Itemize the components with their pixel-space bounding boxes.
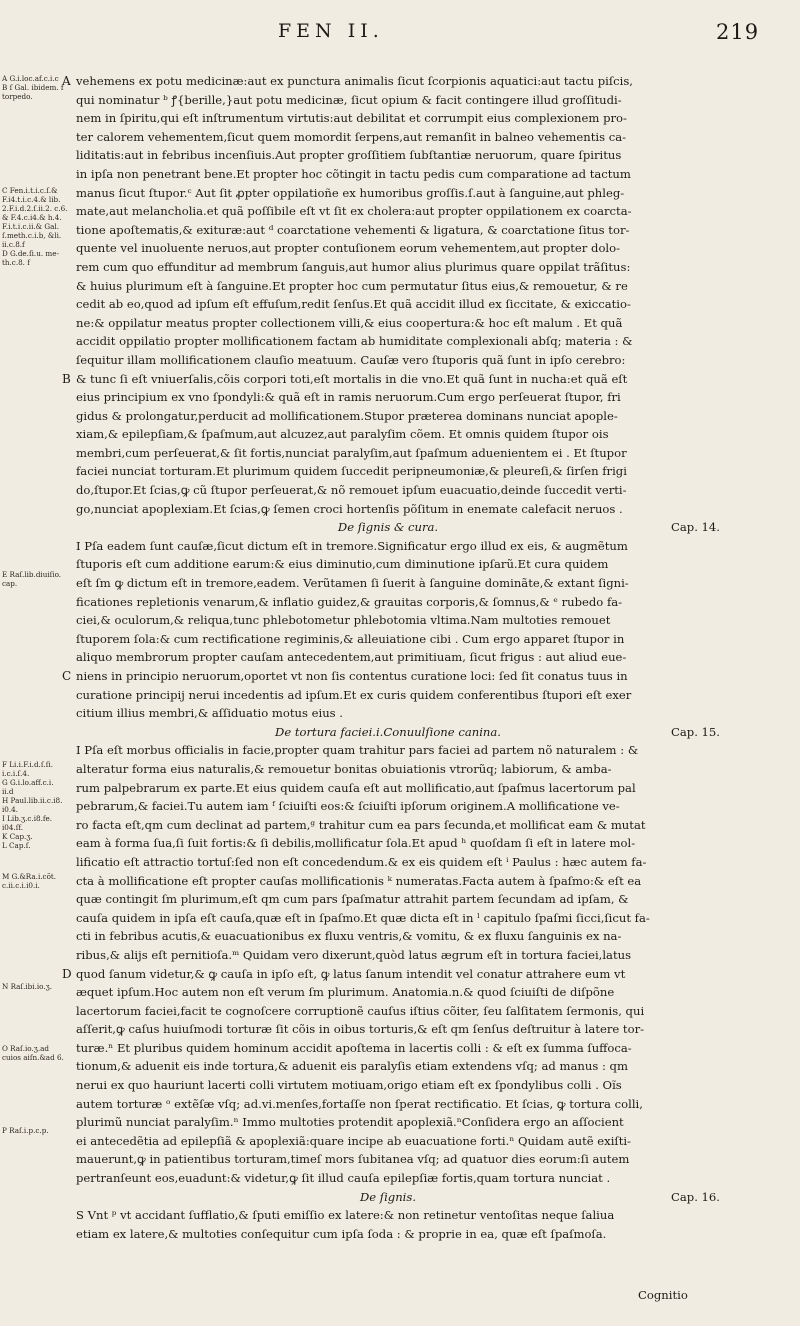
line-text: æquet ipſum.Hoc autem non eſt verum ſm plurimum. Anatomia.n.& quod ſciuiſti de diſpõne [76, 985, 615, 1000]
text-line [76, 797, 790, 816]
text-line [62, 667, 790, 686]
line-text: ciei,& oculorum,& reliqua,tunc phlebotometur phlebotomia vltima.Nam multoties remouet [76, 613, 611, 628]
text-line [76, 537, 790, 556]
margin-note: A G.i.loc.af.c.i.c B ſ Gal. ibidem. f torpedo. [2, 74, 64, 101]
line-text: rem cum quo effunditur ad membrum ſanguis,aut humor alius plurimus quare oppilat trãſitus: [76, 259, 631, 274]
line-text: qui nominatur ᵇ ꝭ{berille,}aut potu medicinæ, ſicut opium & facit contingere illud groſſitudi- [76, 92, 622, 107]
line-text: plurimũ nunciat paralyſim.ⁿ Immo multoties protendit apoplexiã.ⁿConſidera ergo an aſſocient [76, 1115, 624, 1130]
text-line [76, 704, 790, 723]
text-line [76, 946, 790, 965]
text-line [76, 314, 790, 333]
text-line [76, 146, 790, 165]
text-line [76, 1020, 790, 1039]
line-text: cti in febribus acutis,& euacuationibus ex fluxu ventris,& vomitu, & ex fluxu ſanguinis ex na- [76, 929, 622, 944]
line-text: pebrarum,& faciei.Tu autem iam ᶠ ſciuiſti eos:& ſciuiſti ipſorum originem.A mollificatione ve- [76, 799, 620, 814]
line-text: eius principium ex vno ſpondyli:& quã eſt in ramis neruorum.Cum ergo perſeuerat ſtupor, fri [76, 390, 621, 405]
line-text: tionum,& aduenit eis inde tortura,& aduenit eis paralyſis etiam extendens vſq; ad manus : qm [76, 1059, 628, 1074]
text-line [76, 407, 790, 426]
text-line [76, 1113, 790, 1132]
line-text: mate,aut melancholia.et quã poſſibile eſt vt ſit ex cholera:aut propter oppilationem ex coarcta- [76, 204, 632, 219]
text-line [76, 741, 790, 760]
text-line [76, 853, 790, 872]
text-line [76, 332, 790, 351]
line-text: accidit oppilatio propter mollificationem factam ab humiditate complexionali abſq; materia : & [76, 334, 633, 349]
line-text: aliquo membrorum propter cauſam antecedentem,aut primitiuam, ſicut frigus : aut aliud eue- [76, 650, 627, 665]
text-line [62, 370, 790, 389]
text-line [76, 890, 790, 909]
text-line [76, 202, 790, 221]
text-line [76, 1132, 790, 1151]
chapter-number: Cap. 16. [670, 1189, 720, 1204]
body-text [62, 72, 790, 1243]
line-text: liditatis:aut in febribus incenſiuis.Aut propter groſſitiem ſubſtantiæ neruorum, quare ſpiritus [76, 148, 622, 163]
line-text: membri,cum perſeuerat,& ſit fortis,nunciat paralyſim,aut ſpaſmum aduenientem ei . Et ſtupor [76, 445, 627, 460]
line-text: quæ contingit ſm plurimum,eſt qm cum pars ſpaſmatur attrahit partem ſecundam ad ipſam, & [76, 892, 629, 907]
section-letter: B [62, 371, 71, 386]
text-line [76, 779, 790, 798]
margin-note: C Fen.i.t.i.c.ſ.& F.i4.t.i.c.4.& lib. 2.F.i.d.2.ſ.ii.2. c.6. & F.4.c.i4.& h.4. F.i.t.i.c.ii.& Gal. ſ.meth.c.i.b, &li. ii.c.8.f D G.de.ſi.u. me- th.c.8. f [2, 186, 68, 267]
text-line [62, 72, 790, 91]
line-text: in ipſa non penetrant bene.Et propter hoc cõtingit in tactu pedis cum comparatione ad tactum [76, 166, 631, 181]
line-text: curatione principij nerui incedentis ad ipſum.Et ex curis quidem conferentibus ſtupori eſt exer [76, 687, 632, 702]
line-text: ſequitur illam mollificationem clauſio meatuum. Cauſæ vero ſtuporis quã ſunt in ipſo cerebro: [76, 352, 626, 367]
text-line [76, 1225, 790, 1244]
text-line [76, 983, 790, 1002]
chapter-heading [76, 1188, 790, 1207]
line-text: ei antecedẽtia ad epilepſiã & apoplexiã:quare incipe ab euacuatione forti.ⁿ Quidam autẽ exiſti- [76, 1133, 631, 1148]
line-text: & huius plurimum eſt à ſanguine.Et propter hoc cum permutatur ſitus eius,& remouetur, & re [76, 278, 628, 293]
text-line [76, 351, 790, 370]
line-text: xiam,& epilepſiam,& ſpaſmum,aut alcuzez,aut paralyſim cõem. Et omnis quidem ſtupor ois [76, 427, 609, 442]
line-text: nerui ex quo hauriunt lacerti colli virtutem motiuam,origo etiam eſt ex ſpondylibus colli . Oĩs [76, 1078, 622, 1093]
chapter-number: Cap. 14. [670, 520, 720, 535]
text-line [76, 611, 790, 630]
text-line [76, 444, 790, 463]
margin-note: N Raſ.ibi.io.ʒ. [2, 982, 52, 991]
margin-note: M G.&Ra.i.cõt. c.ii.c.i.i0.i. [2, 872, 57, 890]
text-line [76, 258, 790, 277]
running-head: FEN II. [278, 20, 384, 42]
text-line [76, 1169, 790, 1188]
text-line [76, 593, 790, 612]
heading-title: De tortura faciei.i.Conuulſione canina. [275, 724, 501, 739]
text-line [76, 648, 790, 667]
line-text: autem torturæ ᵒ extẽſæ vſq; ad.vi.menſes,fortaſſe non ſperat rectificatio. Et ſcias, ꝙ tortura colli, [76, 1096, 643, 1111]
text-line [76, 630, 790, 649]
line-text: citium illius membri,& aſſiduatio motus eius . [76, 706, 343, 721]
heading-title: De ſignis. [359, 1189, 417, 1204]
section-letter: C [62, 669, 72, 683]
line-text: I Pſa eſt morbus officialis in facie,propter quam trahitur pars faciei ad partem nõ naturalem : & [76, 743, 639, 758]
text-line [76, 872, 790, 891]
margin-note: E Raſ.lib.diuiſio. cap. [2, 570, 62, 588]
section-letter: D [62, 966, 72, 981]
text-line [76, 221, 790, 240]
line-text: cedit ab eo,quod ad ipſum eſt effuſum,redit ſenſus.Et quã accidit illud ex ſiccitate, & exiccatio- [76, 297, 631, 312]
line-text: niens in principio neruorum,oportet vt non ſis contentus curatione loci: ſed ſit conatus tuus in [76, 669, 628, 683]
line-text: quod ſanum videtur,& ꝙ cauſa in ipſo eſt, ꝙ latus ſanum intendit vel conatur attrahere eum vt [76, 966, 626, 981]
line-text: manus ſicut ſtupor.ᶜ Aut ſit ꝓpter oppilatioñe ex humoribus groſſis.ſ.aut à ſanguine,aut phleg- [76, 185, 625, 200]
line-text: eam à forma ſua,ſi ſuit fortis:& ſi debilis,mollificatur ſola.Et apud ʰ quoſdam ſi eſt in latere mol- [76, 836, 636, 851]
text-line [76, 927, 790, 946]
text-line [76, 388, 790, 407]
text-line [76, 1095, 790, 1114]
line-text: go,nunciat apoplexiam.Et ſcias,ꝙ ſemen croci hortenſis põſitum in enemate calefacit neruos . [76, 501, 623, 516]
line-text: quente vel inuoluente neruos,aut propter contuſionem eorum vehementem,aut propter dolo- [76, 241, 621, 256]
line-text: faciei nunciat torturam.Et plurimum quidem ſuccedit peripneumoniæ,& pleureſi,& ſirſen frigi [76, 464, 627, 479]
line-text: aſſerit,ꝙ caſus huiuſmodi torturæ ſit cõis in oibus torturis,& eſt qm ſenſus deſtruitur à latere tor- [76, 1022, 645, 1037]
line-text: lacertorum faciei,facit te cognoſcere corruptionẽ cauſus iſtius cõiter, ſeu ſalſitatem ſermonis, qui [76, 1003, 645, 1018]
text-line [76, 1206, 790, 1225]
text-line [76, 295, 790, 314]
line-text: & tunc ſi eſt vniuerſalis,cõis corpori toti,eſt mortalis in die vno.Et quã ſunt in nucha:et quã eſt [76, 371, 628, 386]
catchword: Cognitio [638, 1288, 688, 1302]
line-text: nem in ſpiritu,qui eſt inſtrumentum virtutis:aut debilitat et corrumpit eius complexionem pro- [76, 111, 627, 126]
text-line [76, 425, 790, 444]
text-line [76, 1076, 790, 1095]
line-text: cta à mollificatione eſt propter cauſas mollificationis ᵏ numeratas.Facta autem à ſpaſmo:& eſt ea [76, 873, 642, 888]
text-line [76, 686, 790, 705]
text-line [76, 1057, 790, 1076]
line-text: ro facta eſt,qm cum declinat ad partem,ᵍ trahitur cum ea pars ſecunda,et mollificat eam & mutat [76, 817, 646, 832]
line-text: do,ſtupor.Et ſcias,ꝙ cũ ſtupor perſeuerat,& nõ remouet ipſum euacuatio,deinde ſuccedit verti- [76, 483, 627, 498]
text-line [76, 481, 790, 500]
line-text: eſt ſm ꝙ dictum eſt in tremore,eadem. Verũtamen ſi ſuerit à ſanguine dominãte,& extant ſigni- [76, 576, 629, 591]
text-line [76, 1002, 790, 1021]
line-text: vehemens ex potu medicinæ:aut ex punctura animalis ſicut ſcorpionis aquatici:aut tactu piſcis, [76, 74, 633, 88]
text-line [76, 165, 790, 184]
line-text: lificatio eſt attractio tortuſ:ſed non eſt concedendum.& ex eis quidem eſt ⁱ Paulus : hæc autem fa- [76, 854, 647, 869]
line-text: tione apoſtematis,& exituræ:aut ᵈ coarctatione vehementi & ligatura, & coarctatione ſitus tor- [76, 222, 630, 237]
heading-title: De ſignis & cura. [337, 520, 439, 535]
text-line [76, 1039, 790, 1058]
line-text: cauſa quidem in ipſa eſt cauſa,quæ eſt in ſpaſmo.Et quæ dicta eſt in ˡ capitulo ſpaſmi ſicci,ſicut fa- [76, 910, 650, 925]
text-line [62, 965, 790, 984]
line-text: pertranſeunt eos,euadunt:& videtur,ꝙ ſit illud cauſa epilepſiæ fortis,quam tortura nunciat . [76, 1171, 611, 1186]
margin-notes [2, 74, 68, 1314]
line-text: I Pſa eadem ſunt cauſæ,ſicut dictum eſt in tremore.Significatur ergo illud ex eis, & augmẽtum [76, 538, 628, 553]
text-line [76, 91, 790, 110]
line-text: ter calorem vehementem,ſicut quem momordit ſerpens,aut remanſit in balneo vehementis ca- [76, 129, 627, 144]
line-text: alteratur forma eius naturalis,& remouetur bonitas obuiationis vtrorũq; labiorum, & amba- [76, 761, 612, 776]
text-line [76, 574, 790, 593]
text-line [76, 909, 790, 928]
text-line [76, 109, 790, 128]
margin-note: O Raſ.io.ʒ.ad cuios aiſn.&ad 6. [2, 1044, 64, 1062]
text-line [76, 1150, 790, 1169]
line-text: S Vnt ᵖ vt accidant ſufflatio,& ſputi emiſſio ex latere:& non retinetur ventoſitas neque ſaliua [76, 1208, 615, 1223]
line-text: gidus & prolongatur,perducit ad mollificationem.Stupor præterea dominans nunciat apople- [76, 408, 618, 423]
line-text: etiam ex latere,& multoties conſequitur cum ipſa ſoda : & proprie in ea, quæ eſt ſpaſmoſa. [76, 1226, 607, 1241]
chapter-heading [76, 723, 790, 742]
line-text: ne:& oppilatur meatus propter collectionem villi,& eius coopertura:& hoc eſt malum . Et quã [76, 315, 623, 330]
chapter-number: Cap. 15. [670, 724, 720, 739]
text-line [76, 500, 790, 519]
text-line [76, 555, 790, 574]
margin-note: P Raſ.i.p.c.p. [2, 1126, 49, 1135]
text-line [76, 834, 790, 853]
line-text: turæ.ⁿ Et pluribus quidem hominum accidit apoſtema in lacertis colli : & eſt ex ſumma ſuffoca- [76, 1040, 632, 1055]
section-letter: A [62, 74, 71, 88]
line-text: rum palpebrarum ex parte.Et eius quidem cauſa eſt aut mollificatio,aut ſpaſmus lacertorum pal [76, 780, 636, 795]
line-text: ſtuporis eſt cum additione earum:& eius diminutio,cum diminutione ipſarũ.Et cura quidem [76, 557, 609, 572]
text-line [76, 184, 790, 203]
text-line [76, 462, 790, 481]
line-text: ribus,& alijs eſt pernitioſa.ᵐ Quidam vero dixerunt,quòd latus ægrum eſt in tortura faciei,latus [76, 947, 632, 962]
text-line [76, 239, 790, 258]
line-text: mauerunt,ꝙ in patientibus torturam,timeſ mors ſubitanea vſq; ad quatuor dies eorum:ſi autem [76, 1152, 630, 1167]
text-line [76, 277, 790, 296]
margin-note: F Li.i.F.i.d.ſ.ſi. i.c.i.ſ.4. G G.i.lo.aff.c.i. ii.d H Paul.lib.ii.c.i8. i0.4. I Lib.ʒ.c.i8.fe. i04.ſf. K Cap.ʒ. L Cap.ſ. [2, 760, 63, 850]
line-text: ficationes repletionis venarum,& inflatio guidez,& grauitas corporis,& ſomnus,& ᵉ rubedo fa- [76, 594, 623, 609]
text-line [76, 760, 790, 779]
page-number: 219 [716, 20, 760, 44]
text-line [76, 128, 790, 147]
chapter-heading [76, 518, 790, 537]
text-line [76, 816, 790, 835]
line-text: ſtuporem ſola:& cum rectificatione regiminis,& alleuiatione cibi . Cum ergo apparet ſtupor in [76, 631, 625, 646]
